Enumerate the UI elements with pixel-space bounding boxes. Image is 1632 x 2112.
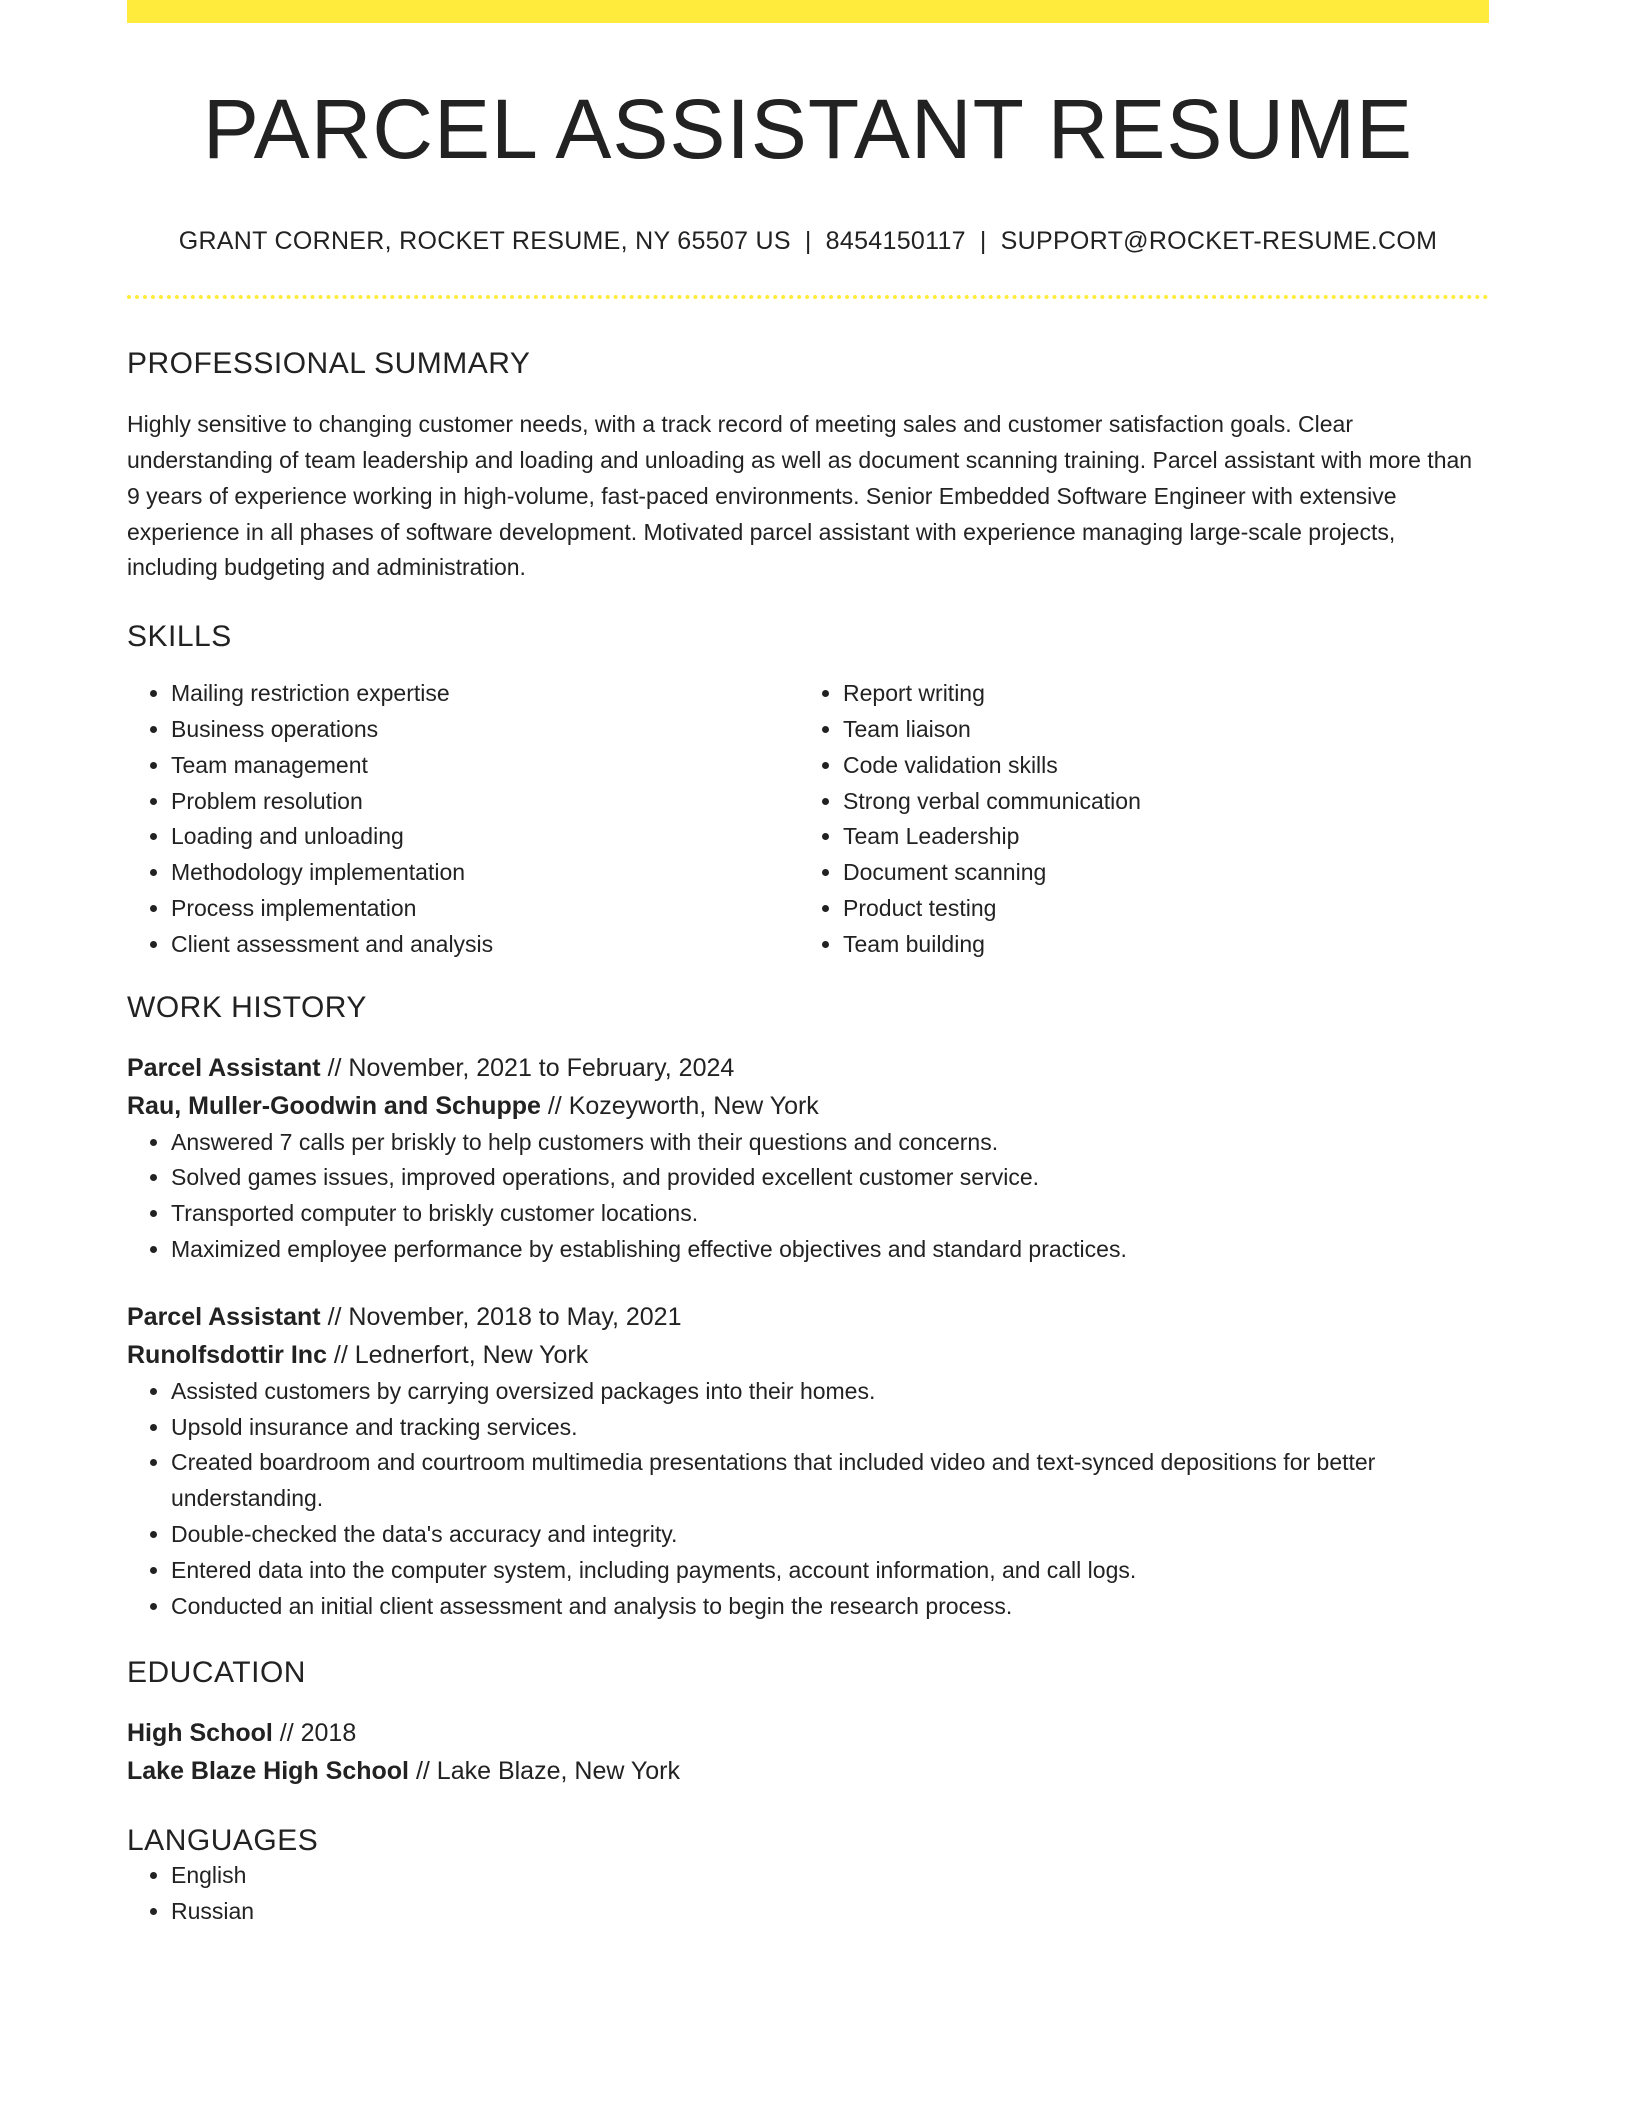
summary-text: Highly sensitive to changing customer needs, with a track record of meeting sales and customer satisfaction goals. Clear understanding of team leadership and loading and unloading as well as document scanning training. Parcel assistant with more than 9 years of experience working in high-volume, fast-paced environments. Senior Embedded Software Engineer with extensive experience in all phases of software development. Motivated parcel assistant with experience managing large-scale projects, including budgeting and administration. <box>127 411 1473 581</box>
job-dates: // November, 2021 to February, 2024 <box>320 1053 735 1082</box>
education-degree-line <box>127 1714 1489 1752</box>
job-company-line <box>127 1087 1489 1125</box>
contact-phone: 8454150117 <box>825 227 966 256</box>
job-dates: // November, 2018 to May, 2021 <box>320 1302 682 1331</box>
section-title-skills: SKILLS <box>127 620 232 654</box>
dotted-divider <box>127 295 1489 299</box>
job-role-line <box>127 1049 1489 1087</box>
job-company-line <box>127 1336 1489 1374</box>
skill-item: • Strong verbal communication <box>843 784 1471 820</box>
job-bullet: • Created boardroom and courtroom multimedia presentations that included video and text-synced depositions for better understanding. <box>171 1445 1489 1517</box>
job-bullet: • Entered data into the computer system, including payments, account information, and call logs. <box>171 1553 1489 1589</box>
job-bullet: • Maximized employee performance by establishing effective objectives and standard practices. <box>171 1232 1489 1268</box>
skills-list-left <box>127 676 799 962</box>
contact-address: GRANT CORNER, ROCKET RESUME, NY 65507 US <box>178 227 791 256</box>
education-school-line <box>127 1752 1489 1790</box>
section-title-work-history: WORK HISTORY <box>127 990 367 1024</box>
skill-item: • Document scanning <box>843 855 1471 891</box>
job-bullet: • Answered 7 calls per briskly to help customers with their questions and concerns. <box>171 1125 1489 1161</box>
contact-line <box>127 227 1489 256</box>
page-title: PARCEL ASSISTANT RESUME <box>202 82 1414 176</box>
skill-item: • Team management <box>171 748 799 784</box>
contact-separator: | <box>804 227 812 256</box>
skill-item: • Client assessment and analysis <box>171 927 799 963</box>
skill-item: • Product testing <box>843 891 1471 927</box>
skill-item: • Methodology implementation <box>171 855 799 891</box>
job-bullet: • Double-checked the data's accuracy and integrity. <box>171 1517 1489 1553</box>
education-year: // 2018 <box>272 1719 357 1748</box>
job-location: // Kozeyworth, New York <box>540 1091 819 1120</box>
skill-item: • Problem resolution <box>171 784 799 820</box>
section-title-education: EDUCATION <box>127 1656 306 1690</box>
skill-item: • Team liaison <box>843 712 1471 748</box>
education-school: Lake Blaze High School <box>127 1757 410 1786</box>
skills-list-right <box>799 676 1471 962</box>
skills-grid <box>127 676 1489 962</box>
skill-item: • Team building <box>843 927 1471 963</box>
skill-item: • Code validation skills <box>843 748 1471 784</box>
skill-item: • Loading and unloading <box>171 819 799 855</box>
job-bullet: • Solved games issues, improved operations, and provided excellent customer service. <box>171 1160 1489 1196</box>
skill-item: • Mailing restriction expertise <box>171 676 799 712</box>
job-bullet: • Transported computer to briskly customer locations. <box>171 1196 1489 1232</box>
skill-item: • Team Leadership <box>843 819 1471 855</box>
job-role-line <box>127 1298 1489 1336</box>
job-role: Parcel Assistant <box>127 1302 321 1331</box>
job-bullets <box>127 1374 1489 1625</box>
section-title-languages: LANGUAGES <box>127 1824 319 1858</box>
skill-item: • Business operations <box>171 712 799 748</box>
job-bullets <box>127 1125 1489 1268</box>
skill-item: • Report writing <box>843 676 1471 712</box>
education-location: // Lake Blaze, New York <box>409 1757 680 1786</box>
job-company: Rau, Muller-Goodwin and Schuppe <box>127 1091 541 1120</box>
education-degree: High School <box>127 1719 273 1748</box>
skill-item: • Process implementation <box>171 891 799 927</box>
job-location: // Lednerfort, New York <box>326 1340 589 1369</box>
job-bullet: • Assisted customers by carrying oversized packages into their homes. <box>171 1374 1489 1410</box>
skills-column-right <box>799 676 1471 962</box>
languages-list <box>127 1858 1489 1930</box>
job-role: Parcel Assistant <box>127 1053 321 1082</box>
job-bullet: • Conducted an initial client assessment and analysis to begin the research process. <box>171 1589 1489 1625</box>
language-item: • English <box>171 1858 1489 1894</box>
resume-page <box>127 0 1489 1930</box>
job-bullet: • Upsold insurance and tracking services. <box>171 1410 1489 1446</box>
job-company: Runolfsdottir Inc <box>127 1340 327 1369</box>
contact-separator: | <box>979 227 987 256</box>
language-item: • Russian <box>171 1894 1489 1930</box>
contact-email: SUPPORT@ROCKET-RESUME.COM <box>1000 227 1438 256</box>
section-title-summary: PROFESSIONAL SUMMARY <box>127 347 531 381</box>
accent-top-bar <box>127 0 1489 23</box>
skills-column-left <box>127 676 799 962</box>
